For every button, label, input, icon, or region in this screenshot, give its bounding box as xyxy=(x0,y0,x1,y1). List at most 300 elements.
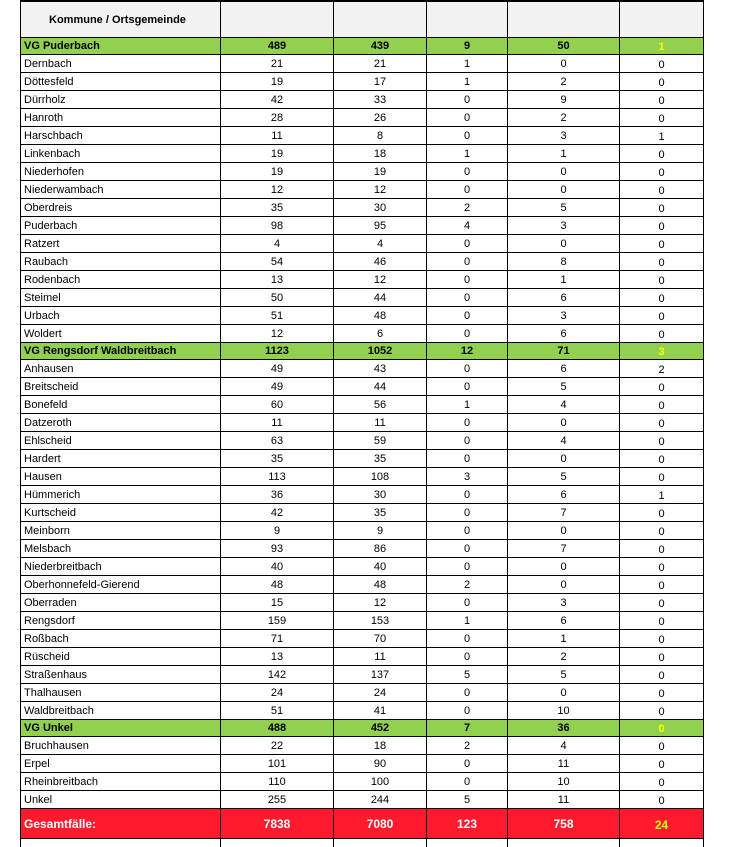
row-value: 0 xyxy=(620,755,704,773)
table-row xyxy=(21,145,704,163)
row-value: 0 xyxy=(427,773,508,791)
row-value: 0 xyxy=(620,720,704,737)
row-value: 101 xyxy=(221,755,334,773)
row-name: Breitscheid xyxy=(21,378,221,396)
table-row xyxy=(21,163,704,181)
row-value: 0 xyxy=(427,325,508,343)
row-value: 0 xyxy=(620,504,704,522)
header-col-5 xyxy=(620,1,704,38)
row-value: 63 xyxy=(221,432,334,450)
row-value: 153 xyxy=(334,612,427,630)
row-value: 1 xyxy=(427,73,508,91)
row-value: 6 xyxy=(508,289,620,307)
row-value: 71 xyxy=(221,630,334,648)
row-value: 15 xyxy=(221,594,334,612)
row-value: 3 xyxy=(508,307,620,325)
row-value: 0 xyxy=(427,378,508,396)
row-value: 35 xyxy=(334,504,427,522)
row-value: 0 xyxy=(427,755,508,773)
row-value: 9 xyxy=(221,522,334,540)
row-value: 1 xyxy=(508,145,620,163)
row-value: 4 xyxy=(334,235,427,253)
table-row xyxy=(21,630,704,648)
row-name: Oberdreis xyxy=(21,199,221,217)
row-value: 59 xyxy=(334,432,427,450)
table-row xyxy=(21,522,704,540)
row-value: 12 xyxy=(334,594,427,612)
total-value: 758 xyxy=(508,809,620,839)
row-value: 7 xyxy=(508,540,620,558)
row-name: VG Puderbach xyxy=(21,38,221,55)
row-value: 0 xyxy=(620,109,704,127)
row-value: 11 xyxy=(334,414,427,432)
row-name: Melsbach xyxy=(21,540,221,558)
case-table xyxy=(20,0,704,847)
row-value: 1052 xyxy=(334,343,427,360)
row-value: 5 xyxy=(508,468,620,486)
row-value: 489 xyxy=(221,38,334,55)
row-name: Roßbach xyxy=(21,630,221,648)
row-value: 0 xyxy=(620,648,704,666)
row-value: 0 xyxy=(508,558,620,576)
table-row xyxy=(21,271,704,289)
row-value: 0 xyxy=(427,181,508,199)
row-name: Dernbach xyxy=(21,55,221,73)
row-value: 0 xyxy=(508,450,620,468)
row-value: 0 xyxy=(508,522,620,540)
row-value: 2 xyxy=(508,648,620,666)
row-name: Unkel xyxy=(21,791,221,809)
row-value: 3 xyxy=(427,468,508,486)
row-value: 0 xyxy=(427,163,508,181)
empty-cell xyxy=(21,839,221,847)
table-row xyxy=(21,737,704,755)
row-value: 19 xyxy=(221,73,334,91)
row-value: 0 xyxy=(620,271,704,289)
row-value: 0 xyxy=(508,163,620,181)
row-value: 3 xyxy=(620,343,704,360)
row-name: Rüscheid xyxy=(21,648,221,666)
row-value: 6 xyxy=(334,325,427,343)
row-value: 1123 xyxy=(221,343,334,360)
row-value: 0 xyxy=(427,684,508,702)
row-value: 0 xyxy=(620,522,704,540)
row-value: 8 xyxy=(508,253,620,271)
row-value: 255 xyxy=(221,791,334,809)
empty-cell xyxy=(508,839,620,847)
row-value: 9 xyxy=(334,522,427,540)
table-row xyxy=(21,558,704,576)
row-value: 159 xyxy=(221,612,334,630)
row-value: 21 xyxy=(221,55,334,73)
table-row xyxy=(21,414,704,432)
row-value: 0 xyxy=(620,468,704,486)
row-value: 0 xyxy=(427,253,508,271)
row-value: 0 xyxy=(427,486,508,504)
row-value: 0 xyxy=(620,145,704,163)
row-value: 1 xyxy=(508,271,620,289)
row-value: 0 xyxy=(620,450,704,468)
table-row xyxy=(21,612,704,630)
header-col-2 xyxy=(334,1,427,38)
row-name: Waldbreitbach xyxy=(21,702,221,720)
table-row xyxy=(21,55,704,73)
row-value: 19 xyxy=(334,163,427,181)
row-name: Niederbreitbach xyxy=(21,558,221,576)
row-value: 5 xyxy=(508,378,620,396)
table-row xyxy=(21,199,704,217)
row-value: 10 xyxy=(508,702,620,720)
row-value: 452 xyxy=(334,720,427,737)
row-value: 0 xyxy=(620,253,704,271)
row-name: Niederhofen xyxy=(21,163,221,181)
row-value: 43 xyxy=(334,360,427,378)
row-value: 0 xyxy=(620,414,704,432)
row-name: Woldert xyxy=(21,325,221,343)
row-value: 1 xyxy=(508,630,620,648)
row-value: 0 xyxy=(620,289,704,307)
row-value: 0 xyxy=(620,684,704,702)
table-row xyxy=(21,684,704,702)
table-row xyxy=(21,253,704,271)
row-value: 0 xyxy=(620,217,704,235)
row-value: 48 xyxy=(221,576,334,594)
row-value: 0 xyxy=(620,91,704,109)
row-value: 0 xyxy=(508,414,620,432)
empty-cell xyxy=(221,839,334,847)
empty-cell xyxy=(334,839,427,847)
row-value: 56 xyxy=(334,396,427,414)
row-value: 0 xyxy=(427,91,508,109)
row-value: 4 xyxy=(221,235,334,253)
row-value: 7 xyxy=(427,720,508,737)
row-value: 18 xyxy=(334,737,427,755)
group-row xyxy=(21,720,704,737)
row-value: 1 xyxy=(427,396,508,414)
row-value: 11 xyxy=(508,755,620,773)
table-row xyxy=(21,73,704,91)
row-value: 0 xyxy=(620,773,704,791)
total-value: 7838 xyxy=(221,809,334,839)
row-value: 24 xyxy=(334,684,427,702)
row-value: 35 xyxy=(221,199,334,217)
row-value: 8 xyxy=(334,127,427,145)
row-name: Döttesfeld xyxy=(21,73,221,91)
header-kommune: Kommune / Ortsgemeinde xyxy=(21,1,221,38)
empty-cell xyxy=(620,839,704,847)
row-name: Dürrholz xyxy=(21,91,221,109)
row-value: 12 xyxy=(334,181,427,199)
row-name: VG Rengsdorf Waldbreitbach xyxy=(21,343,221,360)
row-value: 19 xyxy=(221,145,334,163)
row-value: 142 xyxy=(221,666,334,684)
row-value: 93 xyxy=(221,540,334,558)
row-value: 50 xyxy=(221,289,334,307)
row-value: 9 xyxy=(508,91,620,109)
row-value: 50 xyxy=(508,38,620,55)
row-value: 0 xyxy=(427,432,508,450)
header-col-1 xyxy=(221,1,334,38)
table-row xyxy=(21,540,704,558)
row-value: 5 xyxy=(508,199,620,217)
row-value: 54 xyxy=(221,253,334,271)
table-row xyxy=(21,325,704,343)
row-value: 0 xyxy=(427,127,508,145)
row-value: 0 xyxy=(508,235,620,253)
row-value: 9 xyxy=(427,38,508,55)
row-value: 0 xyxy=(427,648,508,666)
row-value: 0 xyxy=(427,594,508,612)
row-value: 30 xyxy=(334,199,427,217)
row-value: 44 xyxy=(334,289,427,307)
row-value: 0 xyxy=(620,702,704,720)
table-row xyxy=(21,217,704,235)
row-value: 0 xyxy=(427,235,508,253)
table-row xyxy=(21,235,704,253)
row-name: Hanroth xyxy=(21,109,221,127)
row-value: 110 xyxy=(221,773,334,791)
row-value: 21 xyxy=(334,55,427,73)
row-name: Rodenbach xyxy=(21,271,221,289)
row-value: 22 xyxy=(221,737,334,755)
total-value: 123 xyxy=(427,809,508,839)
table-row xyxy=(21,127,704,145)
row-value: 0 xyxy=(508,181,620,199)
row-value: 12 xyxy=(221,325,334,343)
header-col-3 xyxy=(427,1,508,38)
row-name: Rheinbreitbach xyxy=(21,773,221,791)
row-name: Hümmerich xyxy=(21,486,221,504)
row-value: 41 xyxy=(334,702,427,720)
row-value: 1 xyxy=(427,55,508,73)
row-value: 0 xyxy=(620,540,704,558)
row-value: 488 xyxy=(221,720,334,737)
row-name: Oberhonnefeld-Gierend xyxy=(21,576,221,594)
row-value: 1 xyxy=(620,127,704,145)
row-value: 0 xyxy=(620,378,704,396)
row-name: Ratzert xyxy=(21,235,221,253)
row-value: 1 xyxy=(427,612,508,630)
row-value: 42 xyxy=(221,504,334,522)
row-value: 0 xyxy=(620,163,704,181)
row-name: Harschbach xyxy=(21,127,221,145)
row-value: 0 xyxy=(620,307,704,325)
row-value: 2 xyxy=(508,73,620,91)
row-value: 6 xyxy=(508,360,620,378)
row-value: 0 xyxy=(427,504,508,522)
row-name: Anhausen xyxy=(21,360,221,378)
row-name: Hardert xyxy=(21,450,221,468)
row-value: 5 xyxy=(427,791,508,809)
table-row xyxy=(21,109,704,127)
row-name: Raubach xyxy=(21,253,221,271)
row-value: 3 xyxy=(508,594,620,612)
row-value: 40 xyxy=(334,558,427,576)
row-value: 12 xyxy=(427,343,508,360)
table-row xyxy=(21,378,704,396)
row-value: 70 xyxy=(334,630,427,648)
table-row xyxy=(21,486,704,504)
row-value: 0 xyxy=(620,666,704,684)
row-value: 35 xyxy=(221,450,334,468)
row-value: 3 xyxy=(508,127,620,145)
row-value: 0 xyxy=(427,702,508,720)
table-row xyxy=(21,307,704,325)
row-name: Bruchhausen xyxy=(21,737,221,755)
row-value: 0 xyxy=(427,540,508,558)
row-name: Ehlscheid xyxy=(21,432,221,450)
row-value: 0 xyxy=(508,684,620,702)
row-value: 10 xyxy=(508,773,620,791)
row-value: 0 xyxy=(620,325,704,343)
row-value: 1 xyxy=(427,145,508,163)
row-value: 0 xyxy=(620,181,704,199)
row-value: 11 xyxy=(221,127,334,145)
table-row xyxy=(21,773,704,791)
row-value: 48 xyxy=(334,307,427,325)
row-value: 0 xyxy=(620,73,704,91)
row-value: 11 xyxy=(334,648,427,666)
total-value: 24 xyxy=(620,809,704,839)
row-value: 4 xyxy=(508,396,620,414)
row-value: 12 xyxy=(221,181,334,199)
row-value: 12 xyxy=(334,271,427,289)
row-name: Oberraden xyxy=(21,594,221,612)
row-value: 98 xyxy=(221,217,334,235)
row-value: 26 xyxy=(334,109,427,127)
row-name: Meinborn xyxy=(21,522,221,540)
table-row xyxy=(21,289,704,307)
row-value: 2 xyxy=(427,199,508,217)
row-value: 0 xyxy=(620,576,704,594)
table-row xyxy=(21,450,704,468)
row-value: 4 xyxy=(427,217,508,235)
row-value: 2 xyxy=(508,109,620,127)
row-value: 2 xyxy=(427,576,508,594)
group-row xyxy=(21,343,704,360)
row-value: 33 xyxy=(334,91,427,109)
row-value: 0 xyxy=(508,55,620,73)
row-name: Puderbach xyxy=(21,217,221,235)
row-value: 0 xyxy=(427,558,508,576)
row-value: 51 xyxy=(221,307,334,325)
table-row xyxy=(21,791,704,809)
row-value: 35 xyxy=(334,450,427,468)
row-value: 0 xyxy=(427,271,508,289)
row-value: 60 xyxy=(221,396,334,414)
row-name: Rengsdorf xyxy=(21,612,221,630)
row-value: 5 xyxy=(427,666,508,684)
table-row xyxy=(21,594,704,612)
row-value: 3 xyxy=(508,217,620,235)
table-row xyxy=(21,396,704,414)
row-value: 6 xyxy=(508,325,620,343)
row-name: Urbach xyxy=(21,307,221,325)
row-value: 0 xyxy=(427,522,508,540)
row-value: 5 xyxy=(508,666,620,684)
row-name: Bonefeld xyxy=(21,396,221,414)
row-value: 40 xyxy=(221,558,334,576)
row-value: 0 xyxy=(620,737,704,755)
row-value: 49 xyxy=(221,378,334,396)
total-value: 7080 xyxy=(334,809,427,839)
row-value: 0 xyxy=(427,450,508,468)
row-name: Hausen xyxy=(21,468,221,486)
table-row xyxy=(21,181,704,199)
row-value: 0 xyxy=(620,432,704,450)
row-value: 4 xyxy=(508,737,620,755)
row-value: 51 xyxy=(221,702,334,720)
row-value: 7 xyxy=(508,504,620,522)
table-bottom-edge xyxy=(21,839,704,847)
row-name: VG Unkel xyxy=(21,720,221,737)
row-value: 46 xyxy=(334,253,427,271)
row-value: 0 xyxy=(427,307,508,325)
table-row xyxy=(21,468,704,486)
row-value: 11 xyxy=(508,791,620,809)
empty-cell xyxy=(427,839,508,847)
row-value: 1 xyxy=(620,38,704,55)
group-row xyxy=(21,38,704,55)
row-value: 0 xyxy=(620,630,704,648)
row-value: 4 xyxy=(508,432,620,450)
row-value: 108 xyxy=(334,468,427,486)
table-row xyxy=(21,702,704,720)
row-value: 30 xyxy=(334,486,427,504)
row-value: 0 xyxy=(427,360,508,378)
row-value: 13 xyxy=(221,271,334,289)
row-value: 48 xyxy=(334,576,427,594)
row-value: 0 xyxy=(620,612,704,630)
row-value: 0 xyxy=(427,289,508,307)
row-value: 2 xyxy=(427,737,508,755)
row-value: 100 xyxy=(334,773,427,791)
row-value: 0 xyxy=(620,55,704,73)
row-value: 0 xyxy=(620,199,704,217)
row-name: Steimel xyxy=(21,289,221,307)
table-body xyxy=(21,38,704,847)
row-value: 24 xyxy=(221,684,334,702)
row-value: 18 xyxy=(334,145,427,163)
table-row xyxy=(21,91,704,109)
row-value: 2 xyxy=(620,360,704,378)
row-value: 0 xyxy=(620,235,704,253)
row-value: 439 xyxy=(334,38,427,55)
row-name: Erpel xyxy=(21,755,221,773)
row-value: 36 xyxy=(508,720,620,737)
row-name: Linkenbach xyxy=(21,145,221,163)
table-row xyxy=(21,504,704,522)
row-value: 36 xyxy=(221,486,334,504)
total-row xyxy=(21,809,704,839)
table-row xyxy=(21,648,704,666)
row-value: 137 xyxy=(334,666,427,684)
row-value: 19 xyxy=(221,163,334,181)
row-value: 0 xyxy=(620,396,704,414)
row-name: Kurtscheid xyxy=(21,504,221,522)
row-value: 6 xyxy=(508,486,620,504)
row-value: 95 xyxy=(334,217,427,235)
row-name: Straßenhaus xyxy=(21,666,221,684)
row-value: 13 xyxy=(221,648,334,666)
row-value: 86 xyxy=(334,540,427,558)
row-name: Niederwambach xyxy=(21,181,221,199)
row-value: 0 xyxy=(508,576,620,594)
table-header xyxy=(21,1,704,38)
row-value: 17 xyxy=(334,73,427,91)
row-value: 244 xyxy=(334,791,427,809)
header-col-4 xyxy=(508,1,620,38)
